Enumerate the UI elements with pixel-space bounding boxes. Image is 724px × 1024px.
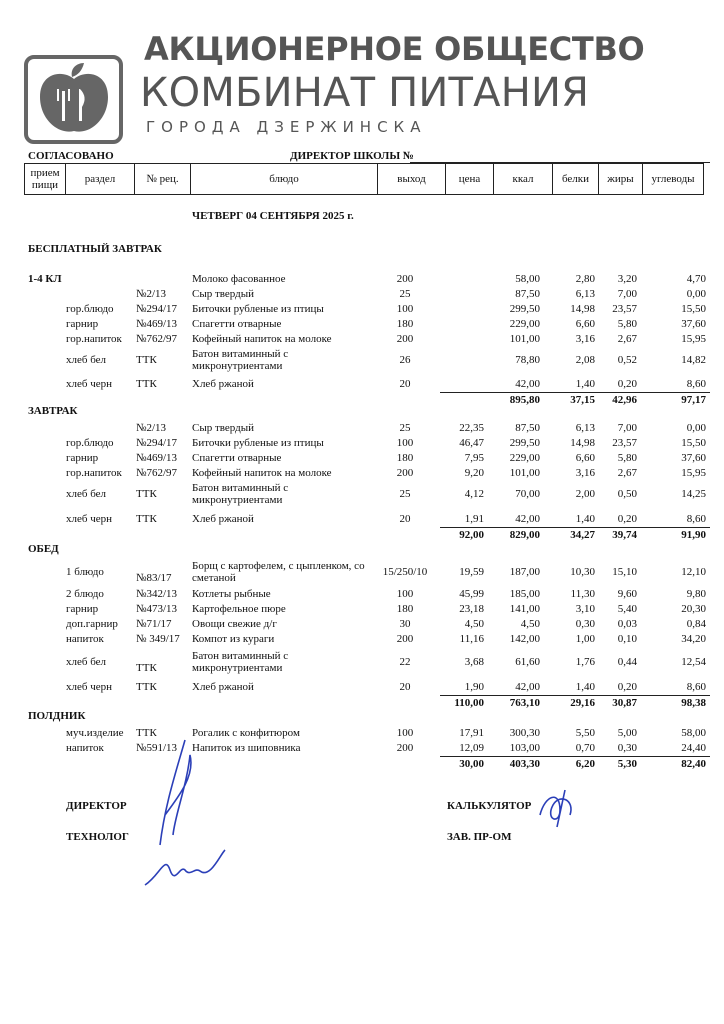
total-c: 98,38: [681, 697, 706, 709]
cell-kcal: 103,00: [509, 742, 540, 754]
company-title-line1: АКЦИОНЕРНОЕ ОБЩЕСТВО: [144, 30, 645, 68]
cell-f: 0,30: [617, 742, 637, 754]
cell-b: 1,40: [575, 681, 595, 693]
cell-dish: Картофельное пюре: [192, 603, 286, 615]
total-c: 97,17: [681, 394, 706, 406]
cell-price: 22,35: [459, 422, 484, 434]
cell-dish: Батон витаминный с микронутриентами: [192, 650, 289, 674]
cell-rec: ТТК: [136, 727, 157, 739]
cell-c: 15,95: [681, 333, 706, 345]
col-recipe: № рец.: [135, 164, 191, 195]
cell-b: 3,10: [575, 603, 595, 615]
cell-kcal: 229,00: [509, 318, 540, 330]
cell-f: 0,03: [617, 618, 637, 630]
cell-price: 7,95: [464, 452, 484, 464]
total-f: 5,30: [617, 758, 637, 770]
cell-cat: гарнир: [66, 452, 99, 464]
cell-kcal: 42,00: [515, 378, 540, 390]
section-snack: ПОЛДНИК: [28, 710, 86, 722]
technologist-signature: [140, 845, 230, 895]
cell-c: 14,82: [681, 354, 706, 366]
company-title-line2: КОМБИНАТ ПИТАНИЯ: [140, 70, 590, 116]
cell-kcal: 42,00: [515, 513, 540, 525]
cell-price: 17,91: [459, 727, 484, 739]
cell-price: 11,16: [459, 633, 484, 645]
cell-kcal: 42,00: [515, 681, 540, 693]
cell-kcal: 229,00: [509, 452, 540, 464]
total-divider: [440, 392, 710, 393]
total-b: 34,27: [570, 529, 595, 541]
cell-c: 15,95: [681, 467, 706, 479]
cell-cat: гор.блюдо: [66, 437, 114, 449]
cell-price: 9,20: [464, 467, 484, 479]
cell-out: 22: [399, 656, 411, 668]
cell-kcal: 87,50: [515, 422, 540, 434]
cell-cat: хлеб черн: [66, 681, 113, 693]
column-header-table: [24, 163, 704, 195]
cell-dish: Хлеб ржаной: [192, 513, 254, 525]
cell-dish: Молоко фасованное: [192, 273, 286, 285]
cell-cat: доп.гарнир: [66, 618, 118, 630]
cell-b: 2,80: [575, 273, 595, 285]
cell-c: 0,00: [686, 288, 706, 300]
cell-rec: ТТК: [136, 354, 157, 366]
cell-rec: №473/13: [136, 603, 178, 615]
cell-out: 100: [396, 727, 414, 739]
cell-rec: №762/97: [136, 467, 178, 479]
cell-c: 37,60: [681, 452, 706, 464]
cell-rec: ТТК: [136, 378, 157, 390]
cell-out: 100: [396, 588, 414, 600]
cell-out: 26: [399, 354, 411, 366]
cell-cat: хлеб черн: [66, 513, 113, 525]
cell-b: 0,30: [575, 618, 595, 630]
cell-kcal: 300,30: [509, 727, 540, 739]
cell-out: 200: [396, 742, 414, 754]
cell-out: 200: [396, 333, 414, 345]
cell-rec: №294/17: [136, 437, 178, 449]
cell-kcal: 61,60: [515, 656, 540, 668]
cell-cat: муч.изделие: [66, 727, 124, 739]
cell-cat: напиток: [66, 742, 104, 754]
cell-b: 6,13: [575, 422, 595, 434]
col-price: цена: [446, 164, 494, 195]
cell-out: 15/250/10: [382, 566, 428, 578]
cell-dish: Кофейный напиток на молоке: [192, 467, 332, 479]
cell-f: 5,80: [617, 318, 637, 330]
cell-rec: ТТК: [136, 488, 157, 500]
cell-out: 200: [396, 273, 414, 285]
company-city: ГОРОДА ДЗЕРЖИНСКА: [146, 118, 427, 136]
cell-f: 15,10: [612, 566, 637, 578]
technologist-signature-label: ТЕХНОЛОГ: [66, 831, 129, 843]
col-dish: блюдо: [191, 164, 378, 195]
cell-b: 3,16: [575, 467, 595, 479]
col-carbs: углеводы: [643, 164, 704, 195]
cell-price: 23,18: [459, 603, 484, 615]
cell-out: 25: [399, 422, 411, 434]
cell-b: 10,30: [570, 566, 595, 578]
cell-b: 6,13: [575, 288, 595, 300]
cell-f: 7,00: [617, 288, 637, 300]
col-kcal: ккал: [494, 164, 553, 195]
cell-c: 24,40: [681, 742, 706, 754]
cell-b: 11,30: [570, 588, 595, 600]
cell-f: 0,10: [617, 633, 637, 645]
cell-f: 9,60: [617, 588, 637, 600]
cell-rec: №294/17: [136, 303, 178, 315]
cell-b: 1,00: [575, 633, 595, 645]
cell-cat: гор.напиток: [66, 467, 122, 479]
cell-b: 1,76: [575, 656, 595, 668]
cell-dish: Батон витаминный с микронутриентами: [192, 482, 289, 506]
col-section: раздел: [66, 164, 135, 195]
total-price: 92,00: [459, 529, 484, 541]
cell-kcal: 58,00: [515, 273, 540, 285]
total-c: 82,40: [681, 758, 706, 770]
cell-price: 46,47: [459, 437, 484, 449]
cell-b: 14,98: [570, 437, 595, 449]
cell-out: 25: [399, 488, 411, 500]
cell-cat: гор.блюдо: [66, 303, 114, 315]
director-signature: [145, 735, 235, 855]
total-price: 110,00: [454, 697, 484, 709]
cell-c: 37,60: [681, 318, 706, 330]
cell-dish: Кофейный напиток на молоке: [192, 333, 332, 345]
cell-dish: Хлеб ржаной: [192, 681, 254, 693]
cell-f: 0,50: [617, 488, 637, 500]
total-kcal: 763,10: [509, 697, 540, 709]
cell-kcal: 299,50: [509, 437, 540, 449]
cell-cat: хлеб черн: [66, 378, 113, 390]
cell-price: 12,09: [459, 742, 484, 754]
total-b: 29,16: [570, 697, 595, 709]
col-meal: прием пищи: [25, 164, 66, 195]
calculator-signature: [535, 785, 585, 830]
cell-cat: гарнир: [66, 603, 99, 615]
cell-rec: №83/17: [136, 572, 172, 584]
cell-b: 6,60: [575, 452, 595, 464]
cell-rec: №469/13: [136, 452, 178, 464]
cell-out: 180: [396, 318, 414, 330]
section-lunch: ОБЕД: [28, 543, 59, 555]
cell-f: 2,67: [617, 467, 637, 479]
cell-cat: хлеб бел: [66, 354, 107, 366]
total-divider: [440, 695, 710, 696]
cell-b: 5,50: [575, 727, 595, 739]
cell-f: 23,57: [612, 437, 637, 449]
cell-c: 9,80: [686, 588, 706, 600]
cell-price: 1,91: [464, 513, 484, 525]
cell-out: 25: [399, 288, 411, 300]
total-b: 37,15: [570, 394, 595, 406]
cell-kcal: 142,00: [509, 633, 540, 645]
cell-rec: №342/13: [136, 588, 178, 600]
cell-rec: ТТК: [136, 513, 157, 525]
menu-date: ЧЕТВЕРГ 04 СЕНТЯБРЯ 2025 г.: [192, 210, 354, 222]
cell-dish: Овощи свежие д/г: [192, 618, 277, 630]
cell-f: 5,40: [617, 603, 637, 615]
cell-b: 14,98: [570, 303, 595, 315]
cell-out: 20: [399, 513, 411, 525]
total-f: 42,96: [612, 394, 637, 406]
cell-f: 5,00: [617, 727, 637, 739]
cell-dish: Хлеб ржаной: [192, 378, 254, 390]
cell-price: 19,59: [459, 566, 484, 578]
cell-rec: №2/13: [136, 288, 167, 300]
cell-c: 4,70: [686, 273, 706, 285]
cell-rec: ТТК: [136, 662, 157, 674]
cell-b: 6,60: [575, 318, 595, 330]
cell-rec: ТТК: [136, 681, 157, 693]
agreed-label: СОГЛАСОВАНО: [28, 150, 114, 162]
cell-cat: хлеб бел: [66, 656, 107, 668]
cell-b: 0,70: [575, 742, 595, 754]
cell-c: 34,20: [681, 633, 706, 645]
cell-f: 0,20: [617, 513, 637, 525]
cell-rec: №71/17: [136, 618, 172, 630]
cell-f: 0,20: [617, 378, 637, 390]
total-f: 39,74: [612, 529, 637, 541]
cell-f: 3,20: [617, 273, 637, 285]
cell-price: 1,90: [464, 681, 484, 693]
cell-out: 100: [396, 437, 414, 449]
total-kcal: 829,00: [509, 529, 540, 541]
cell-b: 2,00: [575, 488, 595, 500]
cell-dish: Спагетти отварные: [192, 452, 282, 464]
company-logo: [24, 55, 123, 144]
cell-f: 0,52: [617, 354, 637, 366]
cell-kcal: 101,00: [509, 333, 540, 345]
cell-c: 15,50: [681, 303, 706, 315]
cell-dish: Биточки рубленые из птицы: [192, 303, 324, 315]
total-divider: [440, 527, 710, 528]
cell-b: 3,16: [575, 333, 595, 345]
total-divider: [440, 756, 710, 757]
head-production-label: ЗАВ. ПР-ОМ: [447, 831, 512, 843]
cell-rec: №2/13: [136, 422, 167, 434]
cell-dish: Батон витаминный с микронутриентами: [192, 348, 289, 372]
cell-kcal: 187,00: [509, 566, 540, 578]
cell-out: 20: [399, 681, 411, 693]
cell-dish: Рогалик с конфитюром: [192, 727, 300, 739]
cell-kcal: 101,00: [509, 467, 540, 479]
cell-out: 180: [396, 452, 414, 464]
cell-c: 0,84: [686, 618, 706, 630]
cell-out: 200: [396, 633, 414, 645]
total-c: 91,90: [681, 529, 706, 541]
cell-kcal: 4,50: [520, 618, 540, 630]
cell-cat: гор.напиток: [66, 333, 122, 345]
cell-c: 14,25: [681, 488, 706, 500]
cell-kcal: 141,00: [509, 603, 540, 615]
cell-dish: Биточки рубленые из птицы: [192, 437, 324, 449]
cell-cat: напиток: [66, 633, 104, 645]
cell-cat: 1 блюдо: [66, 566, 104, 578]
cell-f: 0,20: [617, 681, 637, 693]
section-grade: 1-4 КЛ: [28, 273, 62, 285]
director-signature-label: ДИРЕКТОР: [66, 800, 127, 812]
col-output: выход: [378, 164, 446, 195]
total-kcal: 895,80: [509, 394, 540, 406]
cell-out: 30: [399, 618, 411, 630]
col-protein: белки: [553, 164, 599, 195]
cell-out: 100: [396, 303, 414, 315]
cell-c: 0,00: [686, 422, 706, 434]
cell-c: 20,30: [681, 603, 706, 615]
cell-out: 180: [396, 603, 414, 615]
section-breakfast: ЗАВТРАК: [28, 405, 78, 417]
cell-cat: 2 блюдо: [66, 588, 104, 600]
cell-dish: Сыр твердый: [192, 288, 255, 300]
section-free-breakfast: БЕСПЛАТНЫЙ ЗАВТРАК: [28, 243, 162, 255]
cell-price: 4,50: [464, 618, 484, 630]
cell-dish: Напиток из шиповника: [192, 742, 301, 754]
cell-c: 8,60: [686, 378, 706, 390]
cell-rec: №469/13: [136, 318, 178, 330]
cell-price: 4,12: [464, 488, 484, 500]
cell-out: 20: [399, 378, 411, 390]
calculator-signature-label: КАЛЬКУЛЯТОР: [447, 800, 532, 812]
total-f: 30,87: [612, 697, 637, 709]
cell-kcal: 70,00: [515, 488, 540, 500]
cell-cat: хлеб бел: [66, 488, 107, 500]
cell-out: 200: [396, 467, 414, 479]
cell-f: 7,00: [617, 422, 637, 434]
cell-c: 8,60: [686, 513, 706, 525]
cell-f: 23,57: [612, 303, 637, 315]
cell-kcal: 78,80: [515, 354, 540, 366]
school-director-label: ДИРЕКТОР ШКОЛЫ №: [290, 150, 414, 162]
cell-c: 58,00: [681, 727, 706, 739]
cell-c: 8,60: [686, 681, 706, 693]
cell-c: 12,10: [681, 566, 706, 578]
cell-cat: гарнир: [66, 318, 99, 330]
cell-kcal: 299,50: [509, 303, 540, 315]
cell-b: 1,40: [575, 378, 595, 390]
total-price: 30,00: [459, 758, 484, 770]
cell-kcal: 87,50: [515, 288, 540, 300]
cell-f: 2,67: [617, 333, 637, 345]
cell-f: 5,80: [617, 452, 637, 464]
cell-f: 0,44: [617, 656, 637, 668]
cell-rec: №762/97: [136, 333, 178, 345]
apple-logo-icon: [32, 61, 116, 141]
cell-dish: Котлеты рыбные: [192, 588, 271, 600]
cell-price: 3,68: [464, 656, 484, 668]
cell-c: 15,50: [681, 437, 706, 449]
col-fat: жиры: [599, 164, 643, 195]
cell-dish: Борщ с картофелем, с цыпленком, со сметаной: [192, 560, 365, 584]
cell-dish: Спагетти отварные: [192, 318, 282, 330]
cell-dish: Сыр твердый: [192, 422, 255, 434]
cell-b: 2,08: [575, 354, 595, 366]
cell-rec: № 349/17: [136, 633, 180, 645]
total-b: 6,20: [575, 758, 595, 770]
cell-c: 12,54: [681, 656, 706, 668]
cell-rec: №591/13: [136, 742, 178, 754]
cell-kcal: 185,00: [509, 588, 540, 600]
cell-b: 1,40: [575, 513, 595, 525]
cell-dish: Компот из кураги: [192, 633, 275, 645]
total-kcal: 403,30: [509, 758, 540, 770]
cell-price: 45,99: [459, 588, 484, 600]
